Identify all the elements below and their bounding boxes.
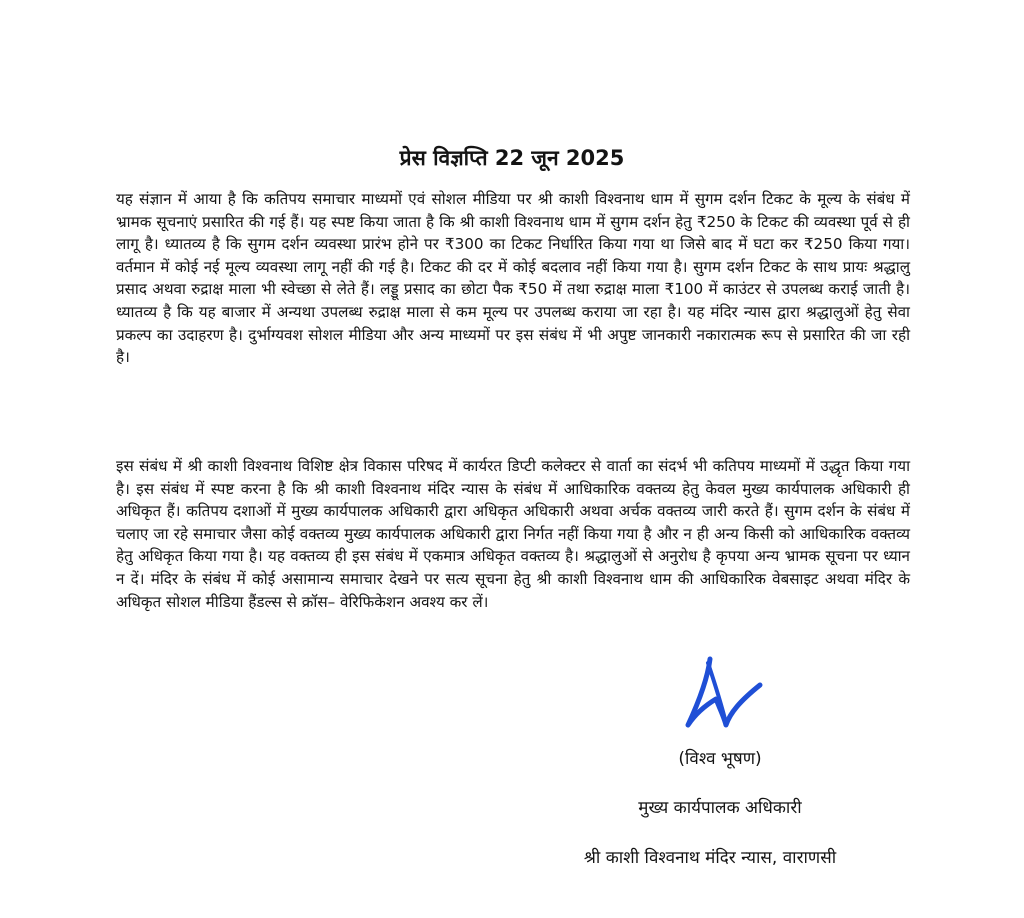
paragraph-2: इस संबंध में श्री काशी विश्वनाथ विशिष्ट क्षेत्र विकास परिषद में कार्यरत डिप्टी कलेक्टर से वार्ता का संदर्भ भी कतिपय माध्यमों में उद्धृत किया गया है। इस संबंध में स्पष्ट करना है कि श्री काशी विश्वनाथ मंदिर न्यास के संबंध में आधिकारिक वक्तव्य हेतु केवल मुख्य कार्यपालक अधिकारी ही अधिकृत हैं। कतिपय दशाओं में मुख्य कार्यपालक अधिकारी द्वारा अधिकृत अधिकारी अथवा अर्चक वक्तव्य जारी करते हैं। सुगम दर्शन के संबंध में चलाए जा रहे समाचार जैसा कोई वक्तव्य मुख्य कार्यपालक अधिकारी द्वारा निर्गत नहीं किया गया है और न ही अन्य किसी को आधिकारिक वक्तव्य हेतु अधिकृत किया गया है। यह वक्तव्य ही इस संबंध में एकमात्र अधिकृत वक्तव्य है। श्रद्धालुओं से अनुरोध है कृपया अन्य भ्रामक सूचना पर ध्यान न दें। मंदिर के संबंध में कोई असामान्य समाचार देखने पर सत्य सूचना हेतु श्री काशी विश्वनाथ धाम की आधिकारिक वेबसाइट अथवा मंदिर के अधिकृत सोशल मीडिया हैंडल्स से क्रॉस– वेरिफिकेशन अवश्य कर लें। (116, 457, 910, 611)
handwritten-signature (676, 655, 766, 731)
signatory-designation: मुख्य कार्यपालक अधिकारी (638, 798, 802, 818)
paragraph-1: यह संज्ञान में आया है कि कतिपय समाचार माध्यमों एवं सोशल मीडिया पर श्री काशी विश्वनाथ धाम में सुगम दर्शन टिकट के मूल्य के संबंध में भ्रामक सूचनाएं प्रसारित की गई हैं। यह स्पष्ट किया जाता है कि श्री काशी विश्वनाथ धाम में सुगम दर्शन हेतु ₹250 के टिकट की व्यवस्था पूर्व से ही लागू है। ध्यातव्य है कि सुगम दर्शन व्यवस्था प्रारंभ होने पर ₹300 का टिकट निर्धारित किया गया था जिसे बाद में घटा कर ₹250 किया गया। वर्तमान में कोई नई मूल्य व्यवस्था लागू नहीं की गई है। टिकट की दर में कोई बदलाव नहीं किया गया है। सुगम दर्शन टिकट के साथ प्रायः श्रद्धालु प्रसाद अथवा रुद्राक्ष माला भी स्वेच्छा से लेते हैं। लड्डू प्रसाद का छोटा पैक ₹50 में तथा रुद्राक्ष माला ₹100 में काउंटर से उपलब्ध कराई जाती है। ध्यातव्य है कि यह बाजार में अन्यथा उपलब्ध रुद्राक्ष माला से कम मूल्य पर उपलब्ध कराया जा रहा है। यह मंदिर न्यास द्वारा श्रद्धालुओं हेतु सेवा प्रकल्प का उदाहरण है। दुर्भाग्यवश सोशल मीडिया और अन्य माध्यमों पर इस संबंध में भी अपुष्ट जानकारी नकारात्मक रूप से प्रसारित की जा रही है। (116, 190, 910, 367)
signatory-organization: श्री काशी विश्वनाथ मंदिर न्यास, वाराणसी (583, 848, 837, 868)
signature-stroke-2 (708, 663, 726, 723)
signatory-name: (विश्व भूषण) (678, 749, 762, 769)
document-title: प्रेस विज्ञप्ति 22 जून 2025 (399, 146, 625, 170)
